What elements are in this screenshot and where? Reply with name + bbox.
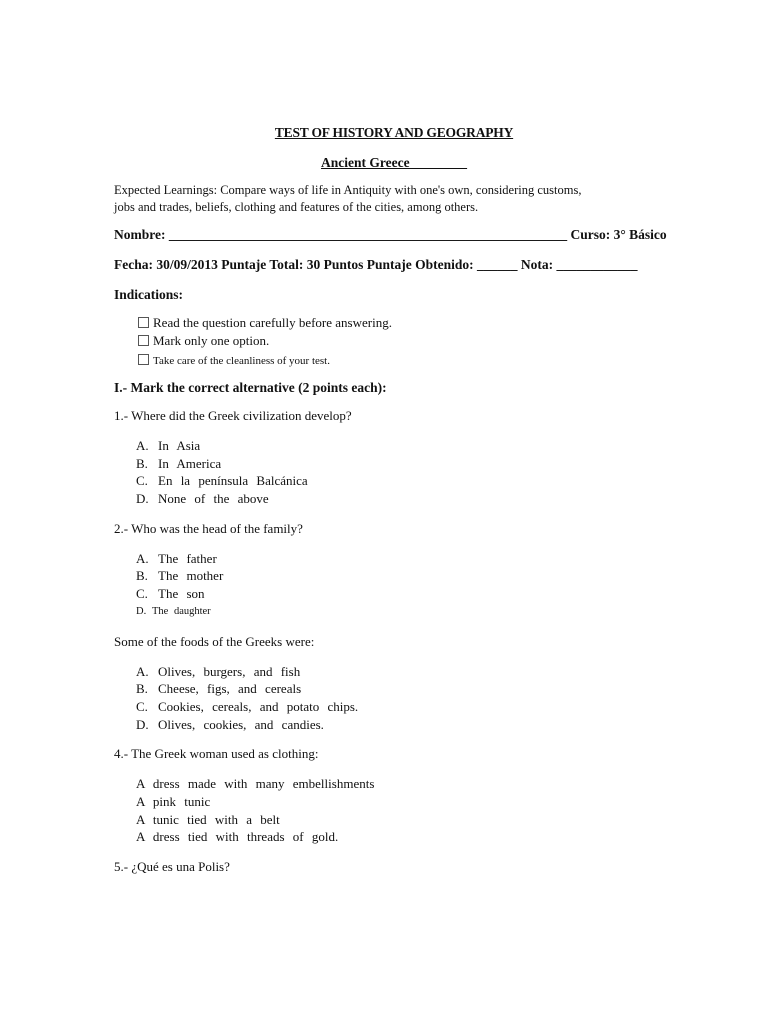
option-letter: A.: [136, 550, 149, 566]
date-score-line: Fecha: 30/09/2013 Puntaje Total: 30 Puntos Puntaje Obtenido: ______ Nota: ____________: [114, 257, 638, 272]
option-item: [136, 811, 674, 829]
option-item: [136, 716, 674, 734]
option-item: [136, 828, 674, 846]
option-item: [136, 775, 674, 793]
option-item: [136, 680, 674, 698]
indications-heading: Indications:: [114, 287, 184, 302]
option-letter: C.: [136, 698, 148, 714]
checkbox-bullet-icon: [138, 354, 149, 365]
question-text: 1.- Where did the Greek civilization develop?: [114, 408, 352, 423]
expected-learnings-line: jobs and trades, beliefs, clothing and features of the cities, among others.: [114, 199, 479, 214]
option-text: The son: [158, 586, 205, 602]
question-text: 4.- The Greek woman used as clothing:: [114, 746, 319, 762]
option-item: [136, 793, 674, 811]
option-item: [136, 455, 674, 473]
name-course-line: Nombre: ___________________________________________________________ Curso: 3° Básico: [114, 227, 667, 242]
question-text: 2.- Who was the head of the family?: [114, 520, 303, 536]
indication-item: [138, 350, 674, 370]
checkbox-bullet-icon: [138, 335, 149, 346]
indication-text: Mark only one option.: [153, 333, 270, 348]
expected-learnings-line: Expected Learnings: Compare ways of life in Antiquity with one's own, considering customs,: [114, 183, 582, 197]
option-letter: B.: [136, 568, 148, 584]
option-text: A pink tunic: [136, 793, 211, 809]
option-letter: C.: [136, 473, 148, 489]
option-text: A tunic tied with a belt: [136, 811, 280, 827]
option-letter: A.: [136, 438, 149, 453]
option-letter: B.: [136, 455, 148, 471]
options-list: [136, 550, 674, 621]
option-letter: A.: [136, 663, 149, 679]
option-text: A dress made with many embellishments: [136, 776, 375, 792]
option-text: The mother: [158, 568, 224, 584]
expected-learnings: [114, 182, 594, 215]
test-document: [114, 124, 674, 876]
option-item: [136, 585, 674, 603]
options-list: [136, 663, 674, 734]
question-text: Some of the foods of the Greeks were:: [114, 633, 315, 649]
indications-list: [138, 314, 674, 370]
option-text: The daughter: [152, 605, 211, 617]
option-letter: C.: [136, 586, 148, 602]
indication-item: [138, 332, 674, 350]
option-text: En la península Balcánica: [158, 473, 308, 489]
document-title: TEST OF HISTORY AND GEOGRAPHY: [274, 125, 514, 140]
checkbox-bullet-icon: [138, 317, 149, 328]
option-item: [136, 663, 674, 681]
option-item: [136, 490, 674, 508]
indication-text: Read the question carefully before answering.: [153, 315, 392, 330]
option-item: [136, 698, 674, 716]
option-text: A dress tied with threads of gold.: [136, 829, 339, 845]
option-text: In Asia: [158, 438, 201, 453]
options-list: [136, 437, 674, 508]
option-item: [136, 603, 674, 621]
option-letter: D.: [136, 605, 147, 617]
option-letter: D.: [136, 491, 149, 507]
option-letter: B.: [136, 681, 148, 697]
document-subtitle: Ancient Greece ________: [321, 155, 467, 170]
section-heading: I.- Mark the correct alternative (2 points each):: [114, 380, 387, 395]
option-text: Olives, cookies, and candies.: [158, 716, 324, 732]
option-text: The father: [158, 550, 217, 566]
option-letter: D.: [136, 716, 149, 732]
option-text: Cookies, cereals, and potato chips.: [158, 698, 359, 714]
option-item: [136, 567, 674, 585]
options-list: [136, 775, 674, 846]
question-text: 5.- ¿Qué es una Polis?: [114, 859, 230, 874]
indication-item: [138, 314, 674, 332]
option-text: None of the above: [158, 491, 269, 507]
option-item: [136, 472, 674, 490]
option-text: Cheese, figs, and cereals: [158, 681, 302, 697]
indication-text: Take care of the cleanliness of your test.: [153, 355, 330, 367]
option-text: Olives, burgers, and fish: [158, 663, 301, 679]
option-item: [136, 437, 674, 455]
option-text: In America: [158, 455, 222, 471]
option-item: [136, 550, 674, 568]
